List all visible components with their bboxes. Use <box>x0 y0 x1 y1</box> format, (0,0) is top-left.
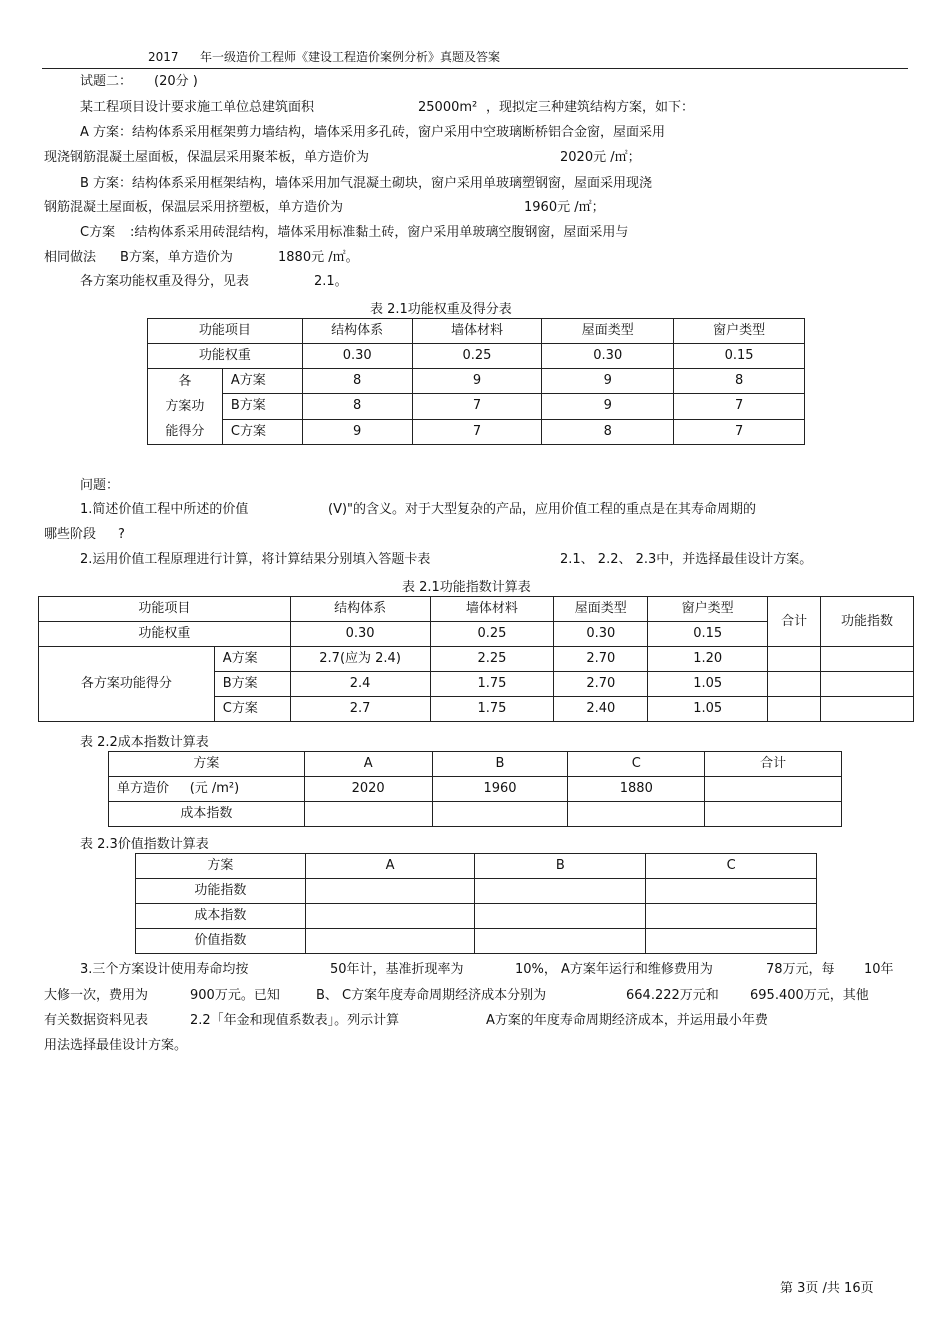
table-row <box>109 752 842 777</box>
q1-text-d: ? <box>118 527 125 542</box>
option-c-line2b: B方案，单方造价为 <box>120 250 233 265</box>
table-cell <box>768 697 821 722</box>
q3-text: 10年 <box>864 962 894 977</box>
q3-text: 3.三个方案设计使用寿命均按 <box>80 962 249 977</box>
table21b-caption: 表 2.1功能指数计算表 <box>402 580 531 595</box>
table-row <box>148 369 805 394</box>
q3-text: 78万元，每 <box>766 962 835 977</box>
table-cell <box>475 879 646 904</box>
table-cell <box>568 802 705 827</box>
option-a-price: 2020元 /㎡； <box>560 150 641 165</box>
q1-text-b: (V)"的含义。对于大型复杂的产品，应用价值工程的重点是在其寿命周期的 <box>328 502 757 517</box>
row-label: 功能指数 <box>136 879 306 904</box>
header-cell: B <box>432 752 568 777</box>
table-cell: 1.75 <box>430 672 554 697</box>
table-cell <box>646 904 817 929</box>
weight-label: 功能权重 <box>39 622 291 647</box>
intro-text-a: 某工程项目设计要求施工单位总建筑面积 <box>80 100 315 115</box>
q3-text: A方案的年度寿命周期经济成本，并运用最小年费 <box>486 1013 768 1028</box>
table-cell <box>768 647 821 672</box>
header-cell: 屋面类型 <box>554 597 648 622</box>
table-cell <box>304 802 432 827</box>
option-c-line1: :结构体系采用砖混结构，墙体采用标准黏土砖，窗户采用单玻璃空腹钢窗，屋面采用与 <box>130 225 629 240</box>
table-cell: 2.4 <box>290 672 430 697</box>
header-cell: 结构体系 <box>290 597 430 622</box>
question-label: 试题二： <box>80 74 133 89</box>
q3-text: 900万元。已知 <box>190 988 280 1003</box>
cost-index-table <box>108 751 842 827</box>
function-score-table <box>147 318 805 445</box>
function-index-table <box>38 596 914 722</box>
option-a-line1: A 方案：结构体系采用框架剪力墙结构，墙体采用多孔砖，窗户采用中空玻璃断桥铝合金窗，屋面采用 <box>80 125 666 140</box>
table-cell <box>705 777 842 802</box>
header-cell: 墙体材料 <box>430 597 554 622</box>
table-cell <box>768 672 821 697</box>
table-cell: 8 <box>674 369 805 394</box>
q3-text: 用法选择最佳设计方案。 <box>44 1038 188 1053</box>
row-label: 成本指数 <box>136 904 306 929</box>
table-cell: 0.30 <box>554 622 648 647</box>
table22-caption: 表 2.2成本指数计算表 <box>80 735 209 750</box>
table-row <box>136 879 817 904</box>
table-cell: 7 <box>674 394 805 419</box>
row-label: A方案 <box>214 647 290 672</box>
table-cell: 0.30 <box>542 344 674 369</box>
row-label-unit: (元 /m²) <box>189 781 240 796</box>
weights-ref: 2.1。 <box>314 274 348 289</box>
group-label-line: 各 <box>178 374 192 389</box>
row-label: 价值指数 <box>136 929 306 954</box>
header-cell: 合计 <box>705 752 842 777</box>
table-cell <box>646 929 817 954</box>
table-row <box>39 597 914 622</box>
table-cell: 0.25 <box>430 622 554 647</box>
table-cell <box>646 879 817 904</box>
table-cell: 8 <box>302 394 412 419</box>
header-rule <box>42 68 908 69</box>
table-cell: 1.05 <box>648 697 768 722</box>
table-cell: 7 <box>674 419 805 444</box>
header-cell: C <box>646 854 817 879</box>
table-cell: 0.30 <box>302 344 412 369</box>
header-cell-total: 合计 <box>768 597 821 647</box>
table-cell <box>432 802 568 827</box>
q2-text-b: 2.1、 2.2、 2.3中，并选择最佳设计方案。 <box>560 552 813 567</box>
header-cell: 方案 <box>109 752 305 777</box>
header-cell: A <box>305 854 475 879</box>
table-cell <box>305 904 475 929</box>
table-cell: 2.70 <box>554 672 648 697</box>
table-cell: 9 <box>542 394 674 419</box>
option-b-line1: B 方案：结构体系采用框架结构，墙体采用加气混凝土砌块，窗户采用单玻璃塑钢窗，屋面采用现浇 <box>80 176 653 191</box>
table-row <box>148 394 805 419</box>
table-cell <box>475 929 646 954</box>
table-cell <box>821 672 914 697</box>
table-cell: 8 <box>302 369 412 394</box>
table-cell: 7 <box>412 419 542 444</box>
page-number: 第 3页 /共 16页 <box>780 1281 874 1296</box>
table-cell: 9 <box>412 369 542 394</box>
table-cell: 2.70 <box>554 647 648 672</box>
option-a-line2: 现浇钢筋混凝土屋面板，保温层采用聚苯板，单方造价为 <box>44 150 370 165</box>
q3-text: 50年计，基准折现率为 <box>330 962 464 977</box>
row-label: B方案 <box>214 672 290 697</box>
option-c-price: 1880元 /㎡。 <box>278 250 359 265</box>
table21a-caption: 表 2.1功能权重及得分表 <box>370 302 512 317</box>
option-c-line2a: 相同做法 <box>44 250 97 265</box>
table23-caption: 表 2.3价值指数计算表 <box>80 837 209 852</box>
table-cell: 7 <box>412 394 542 419</box>
table-cell: 8 <box>542 419 674 444</box>
table-row <box>148 419 805 444</box>
header-cell: 窗户类型 <box>674 319 805 344</box>
table-cell <box>305 929 475 954</box>
table-cell: 1880 <box>568 777 705 802</box>
table-cell: 2020 <box>304 777 432 802</box>
q1-text-c: 哪些阶段 <box>44 527 97 542</box>
header-cell: 结构体系 <box>302 319 412 344</box>
intro-area: 25000m² <box>418 100 478 115</box>
row-label: C方案 <box>214 697 290 722</box>
table-cell: 0.30 <box>290 622 430 647</box>
table-row <box>136 929 817 954</box>
header-cell: B <box>475 854 646 879</box>
table-row <box>136 904 817 929</box>
q2-text-a: 2.运用价值工程原理进行计算，将计算结果分别填入答题卡表 <box>80 552 431 567</box>
table-row <box>148 319 805 344</box>
questions-label: 问题： <box>80 478 120 493</box>
weights-text: 各方案功能权重及得分，见表 <box>80 274 250 289</box>
table-cell <box>821 647 914 672</box>
table-cell <box>705 802 842 827</box>
table-cell: 0.25 <box>412 344 542 369</box>
q3-text: 695.400万元，其他 <box>750 988 869 1003</box>
table-cell: 2.25 <box>430 647 554 672</box>
row-label: 成本指数 <box>109 802 305 827</box>
row-label: C方案 <box>222 419 302 444</box>
table-cell: 1.05 <box>648 672 768 697</box>
weight-label: 功能权重 <box>148 344 303 369</box>
row-label <box>109 777 305 802</box>
header-cell-index: 功能指数 <box>821 597 914 647</box>
table-cell <box>475 904 646 929</box>
option-b-price: 1960元 /㎡； <box>524 200 605 215</box>
table-row <box>109 802 842 827</box>
table-row <box>109 777 842 802</box>
table-row <box>148 344 805 369</box>
table-cell: 1.75 <box>430 697 554 722</box>
header-cell: 窗户类型 <box>648 597 768 622</box>
header-cell: C <box>568 752 705 777</box>
table-cell: 0.15 <box>648 622 768 647</box>
q1-text-a: 1.简述价值工程中所述的价值 <box>80 502 249 517</box>
row-label-text: 单方造价 <box>117 781 170 796</box>
group-label-line: 方案功 <box>165 399 205 414</box>
table-cell: 0.15 <box>674 344 805 369</box>
header-cell: 屋面类型 <box>542 319 674 344</box>
header-cell: 墙体材料 <box>412 319 542 344</box>
table-row <box>39 647 914 672</box>
table-cell: 2.7 <box>290 697 430 722</box>
option-b-line2: 钢筋混凝土屋面板，保温层采用挤塑板，单方造价为 <box>44 200 344 215</box>
q3-text: 10%， A方案年运行和维修费用为 <box>515 962 713 977</box>
table-cell: 2.40 <box>554 697 648 722</box>
q3-text: B、 C方案年度寿命周期经济成本分别为 <box>316 988 547 1003</box>
table-cell: 9 <box>542 369 674 394</box>
table-row <box>136 854 817 879</box>
q3-text: 大修一次，费用为 <box>44 988 149 1003</box>
table-cell: 1.20 <box>648 647 768 672</box>
header-year: 2017 <box>148 50 179 64</box>
intro-text-b: ，现拟定三种建筑结构方案，如下： <box>486 100 695 115</box>
row-label: A方案 <box>222 369 302 394</box>
table-cell <box>305 879 475 904</box>
group-label: 各方案功能得分 <box>39 647 215 722</box>
question-score: (20分 ) <box>154 74 198 89</box>
q3-text: 664.222万元和 <box>626 988 719 1003</box>
value-index-table <box>135 853 817 954</box>
header-cell: 方案 <box>136 854 306 879</box>
header-cell: A <box>304 752 432 777</box>
group-label <box>148 369 223 445</box>
group-label-line: 能得分 <box>165 424 205 439</box>
table-cell <box>821 697 914 722</box>
q3-text: 2.2「年金和现值系数表」。列示计算 <box>190 1013 400 1028</box>
table-cell: 2.7(应为 2.4) <box>290 647 430 672</box>
header-cell: 功能项目 <box>39 597 291 622</box>
q3-text: 有关数据资料见表 <box>44 1013 149 1028</box>
header-title: 年一级造价工程师《建设工程造价案例分析》真题及答案 <box>200 50 501 64</box>
header-cell: 功能项目 <box>148 319 303 344</box>
table-cell: 1960 <box>432 777 568 802</box>
row-label: B方案 <box>222 394 302 419</box>
option-c-label: C方案 <box>80 225 116 240</box>
table-cell: 9 <box>302 419 412 444</box>
